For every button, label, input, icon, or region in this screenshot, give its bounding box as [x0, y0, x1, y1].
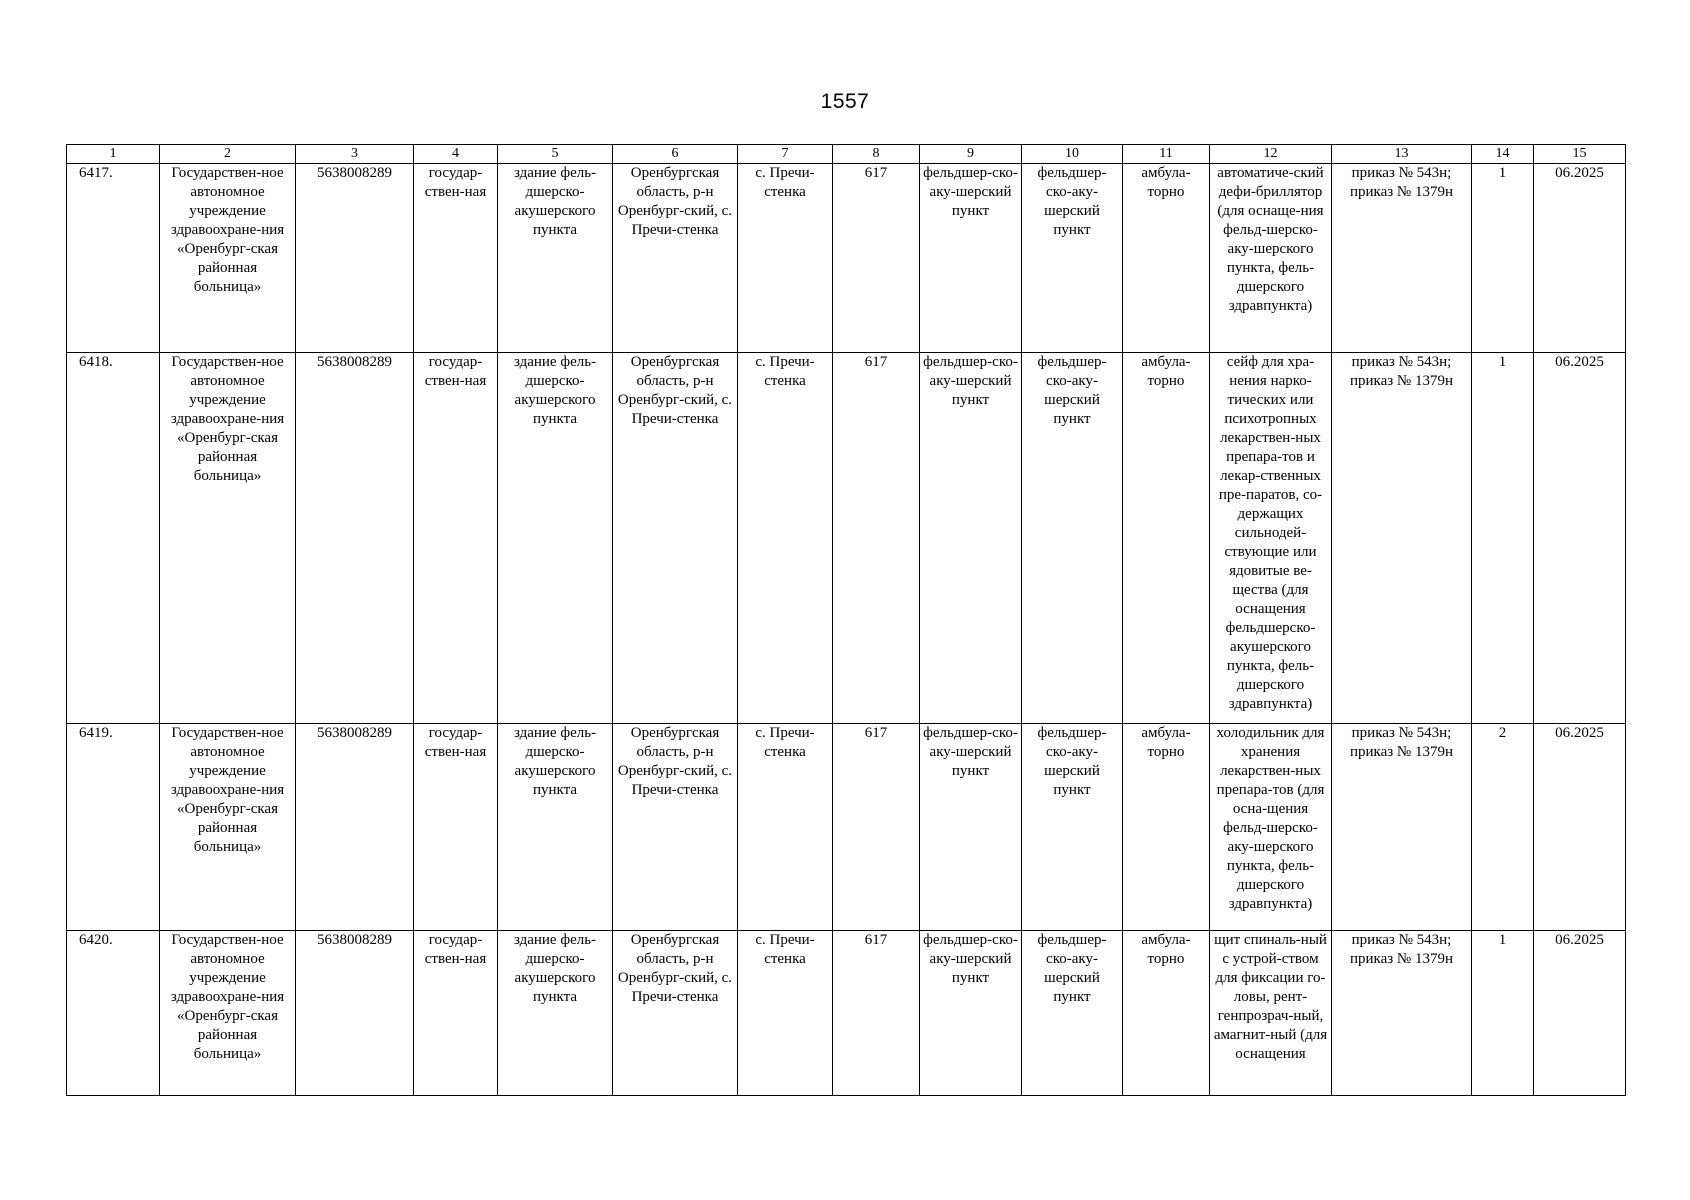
equipment-cell: сейф для хра-нения нарко-тических или психотропных лекарствен-ных препара-тов и лекар-ственных пре-паратов, со-держащих сильнодей-ствующие или ядовитые ве-щества (для оснащения фельдшерско-акушерского пункта, фель-дшерского здравпункта)	[1210, 353, 1332, 724]
care-form-cell: амбула-торно	[1123, 724, 1210, 931]
table-row	[67, 724, 1626, 931]
care-form-cell: амбула-торно	[1123, 164, 1210, 353]
date-cell: 06.2025	[1534, 931, 1626, 1096]
column-header: 4	[414, 145, 498, 164]
code-cell: 617	[833, 353, 920, 724]
address-cell: Оренбургская область, р-н Оренбург-ский, с. Пречи-стенка	[613, 353, 738, 724]
institution-cell: Государствен-ное автономное учреждение здравоохране-ния «Оренбург-ская районная больница»	[160, 931, 296, 1096]
ownership-cell: государ-ствен-ная	[414, 724, 498, 931]
quantity-cell: 2	[1472, 724, 1534, 931]
column-header: 7	[738, 145, 833, 164]
quantity-cell: 1	[1472, 353, 1534, 724]
column-header: 13	[1332, 145, 1472, 164]
column-header: 15	[1534, 145, 1626, 164]
code-cell: 617	[833, 724, 920, 931]
building-cell: здание фель-дшерско-акушерского пункта	[498, 931, 613, 1096]
date-cell: 06.2025	[1534, 164, 1626, 353]
table-row	[67, 931, 1626, 1096]
inn-cell: 5638008289	[296, 353, 414, 724]
column-header: 14	[1472, 145, 1534, 164]
code-cell: 617	[833, 931, 920, 1096]
inn-cell: 5638008289	[296, 164, 414, 353]
order-cell: приказ № 543н; приказ № 1379н	[1332, 724, 1472, 931]
building-cell: здание фель-дшерско-акушерского пункта	[498, 164, 613, 353]
institution-cell: Государствен-ное автономное учреждение здравоохране-ния «Оренбург-ская районная больница»	[160, 164, 296, 353]
care-form-cell: амбула-торно	[1123, 353, 1210, 724]
building-cell: здание фель-дшерско-акушерского пункта	[498, 724, 613, 931]
row-number: 6417.	[67, 164, 160, 353]
equipment-cell: холодильник для хранения лекарствен-ных препара-тов (для осна-щения фельд-шерско-аку-шерского пункта, фель-дшерского здравпункта)	[1210, 724, 1332, 931]
locality-cell: с. Пречи-стенка	[738, 931, 833, 1096]
row-number: 6418.	[67, 353, 160, 724]
column-header: 8	[833, 145, 920, 164]
order-cell: приказ № 543н; приказ № 1379н	[1332, 353, 1472, 724]
column-header: 6	[613, 145, 738, 164]
unit-name-cell: фельдшер-ско-аку-шерский пункт	[1022, 931, 1123, 1096]
order-cell: приказ № 543н; приказ № 1379н	[1332, 931, 1472, 1096]
locality-cell: с. Пречи-стенка	[738, 164, 833, 353]
page-number: 1557	[820, 90, 870, 113]
column-header: 3	[296, 145, 414, 164]
column-number-row	[67, 145, 1626, 164]
column-header: 2	[160, 145, 296, 164]
equipment-cell: щит спиналь-ный с устрой-ством для фиксации го-ловы, рент-генпрозрач-ный, амагнит-ный (для оснащения	[1210, 931, 1332, 1096]
table-row	[67, 353, 1626, 724]
row-number: 6419.	[67, 724, 160, 931]
quantity-cell: 1	[1472, 931, 1534, 1096]
address-cell: Оренбургская область, р-н Оренбург-ский, с. Пречи-стенка	[613, 164, 738, 353]
unit-name-cell: фельдшер-ско-аку-шерский пункт	[1022, 164, 1123, 353]
unit-type-cell: фельдшер-ско-аку-шерский пункт	[920, 164, 1022, 353]
address-cell: Оренбургская область, р-н Оренбург-ский, с. Пречи-стенка	[613, 931, 738, 1096]
locality-cell: с. Пречи-стенка	[738, 724, 833, 931]
equipment-cell: автоматиче-ский дефи-бриллятор (для оснаще-ния фельд-шерско-аку-шерского пункта, фель-дшерского здравпункта)	[1210, 164, 1332, 353]
order-cell: приказ № 543н; приказ № 1379н	[1332, 164, 1472, 353]
column-header: 1	[67, 145, 160, 164]
registry-table	[66, 144, 1626, 1096]
date-cell: 06.2025	[1534, 724, 1626, 931]
inn-cell: 5638008289	[296, 724, 414, 931]
institution-cell: Государствен-ное автономное учреждение здравоохране-ния «Оренбург-ская районная больница»	[160, 353, 296, 724]
table-row	[67, 164, 1626, 353]
column-header: 12	[1210, 145, 1332, 164]
unit-name-cell: фельдшер-ско-аку-шерский пункт	[1022, 724, 1123, 931]
unit-type-cell: фельдшер-ско-аку-шерский пункт	[920, 724, 1022, 931]
column-header: 5	[498, 145, 613, 164]
column-header: 9	[920, 145, 1022, 164]
inn-cell: 5638008289	[296, 931, 414, 1096]
address-cell: Оренбургская область, р-н Оренбург-ский, с. Пречи-стенка	[613, 724, 738, 931]
code-cell: 617	[833, 164, 920, 353]
quantity-cell: 1	[1472, 164, 1534, 353]
date-cell: 06.2025	[1534, 353, 1626, 724]
building-cell: здание фель-дшерско-акушерского пункта	[498, 353, 613, 724]
ownership-cell: государ-ствен-ная	[414, 931, 498, 1096]
unit-type-cell: фельдшер-ско-аку-шерский пункт	[920, 931, 1022, 1096]
unit-name-cell: фельдшер-ско-аку-шерский пункт	[1022, 353, 1123, 724]
unit-type-cell: фельдшер-ско-аку-шерский пункт	[920, 353, 1022, 724]
ownership-cell: государ-ствен-ная	[414, 164, 498, 353]
locality-cell: с. Пречи-стенка	[738, 353, 833, 724]
ownership-cell: государ-ствен-ная	[414, 353, 498, 724]
row-number: 6420.	[67, 931, 160, 1096]
care-form-cell: амбула-торно	[1123, 931, 1210, 1096]
column-header: 10	[1022, 145, 1123, 164]
institution-cell: Государствен-ное автономное учреждение здравоохране-ния «Оренбург-ская районная больница»	[160, 724, 296, 931]
column-header: 11	[1123, 145, 1210, 164]
